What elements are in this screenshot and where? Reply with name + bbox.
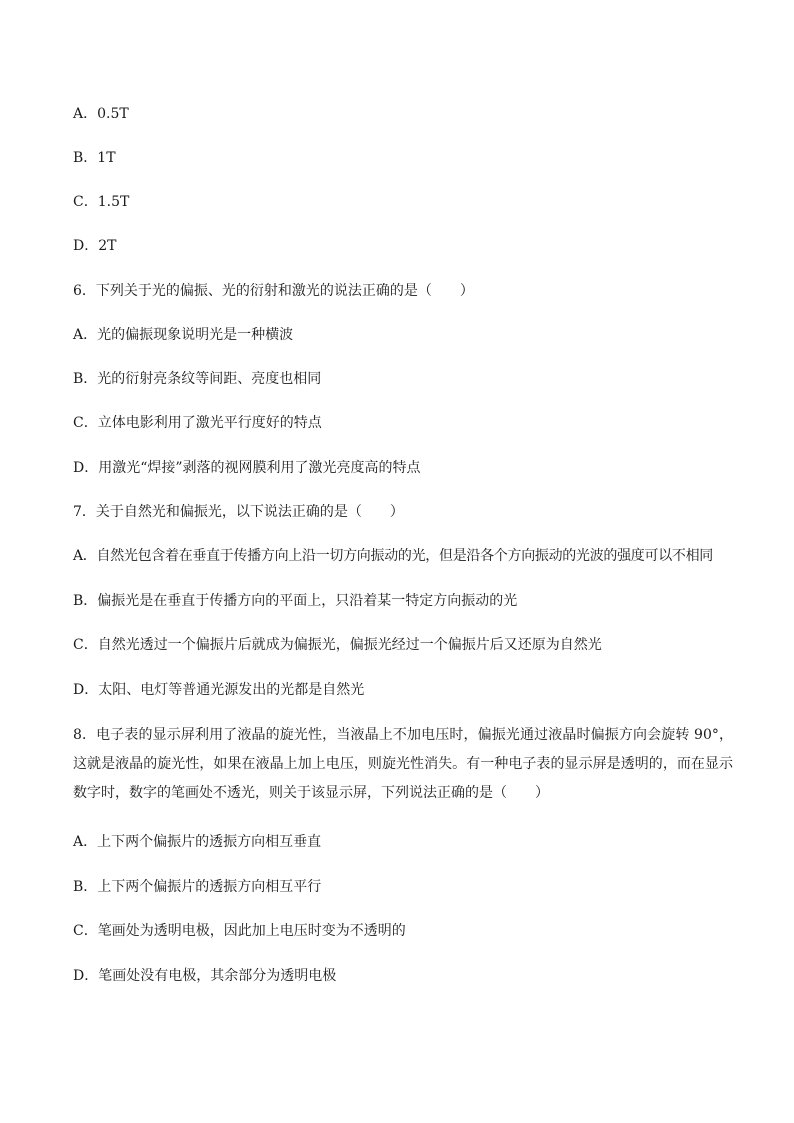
- q8-option-d: D．笔画处没有电极，其余部分为透明电极: [73, 968, 337, 984]
- q7-option-b: B．偏振光是在垂直于传播方向的平面上，只沿着某一特定方向振动的光: [73, 593, 518, 609]
- q8-option-c: C．笔画处为透明电极，因此加上电压时变为不透明的: [73, 923, 406, 939]
- q7-option-d: D．太阳、电灯等普通光源发出的光都是自然光: [73, 682, 365, 698]
- q6-option-a: A．光的偏振现象说明光是一种横波: [73, 327, 294, 343]
- q5-option-d: D．2T: [73, 238, 117, 254]
- q8-option-a: A．上下两个偏振片的透振方向相互垂直: [73, 834, 322, 850]
- q7-option-c: C．自然光透过一个偏振片后就成为偏振光，偏振光经过一个偏振片后又还原为自然光: [73, 637, 602, 653]
- q6-stem: 6．下列关于光的偏振、光的衍射和激光的说法正确的是（ ）: [73, 283, 474, 299]
- q8-stem: 8．电子表的显示屏利用了液晶的旋光性，当液晶上不加电压时，偏振光通过液晶时偏振方向会旋转 90°，这就是液晶的旋光性，如果在液晶上加上电压，则旋光性消失。有一种电子表的显示屏是透明的，而在显示数字时，数字的笔画处不透光，则关于该显示屏，下列说法正确的是（ ）: [73, 727, 733, 801]
- q6-option-c: C．立体电影利用了激光平行度好的特点: [73, 415, 322, 431]
- q5-option-c: C．1.5T: [73, 194, 130, 210]
- q5-option-b: B．1T: [73, 150, 116, 166]
- q8-option-b: B．上下两个偏振片的透振方向相互平行: [73, 879, 322, 895]
- q6-option-b: B．光的衍射亮条纹等间距、亮度也相同: [73, 371, 322, 387]
- q6-option-d: D．用激光“焊接”剥落的视网膜利用了激光亮度高的特点: [73, 460, 421, 476]
- q7-stem: 7．关于自然光和偏振光，以下说法正确的是（ ）: [73, 504, 404, 520]
- q5-option-a: A．0.5T: [73, 106, 129, 122]
- q7-option-a: A．自然光包含着在垂直于传播方向上沿一切方向振动的光，但是沿各个方向振动的光波的强度可以不相同: [73, 548, 714, 564]
